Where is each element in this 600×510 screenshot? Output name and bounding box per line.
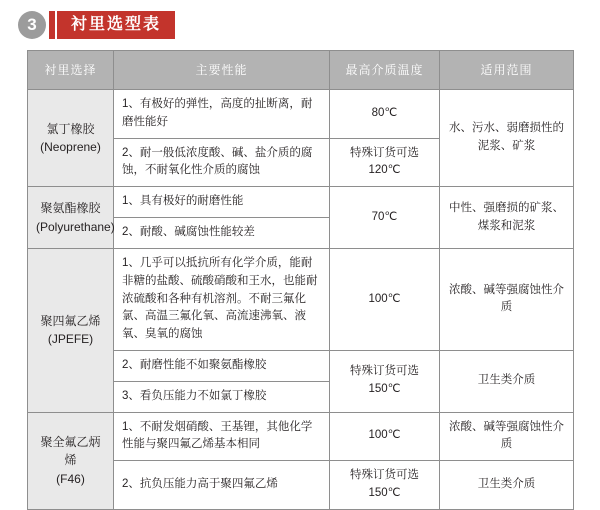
cell-performance: 1、具有极好的耐磨性能 [114, 187, 330, 218]
cell-performance: 2、耐酸、碱腐蚀性能较差 [114, 218, 330, 249]
table-body [28, 90, 574, 510]
table-row [28, 412, 574, 461]
cell-lining-category [28, 90, 114, 187]
column-header-performance: 主要性能 [114, 51, 330, 90]
cell-performance: 1、几乎可以抵抗所有化学介质，能耐非糖的盐酸、硫酸硝酸和王水，也能耐浓硫酸和各种有机溶剂。不耐三氟化氯、高温三氟化氧、高流速沸氧、液氧、臭氧的腐蚀 [114, 248, 330, 350]
category-name-en: (F46) [56, 471, 85, 486]
cell-scope: 卫生类介质 [440, 461, 574, 510]
cell-scope [440, 90, 574, 187]
scope-line-1: 浓酸、碱等强腐蚀性介 [449, 420, 564, 433]
cell-max-temp: 100℃ [330, 248, 440, 350]
scope-line-1: 中性、强磨损的矿浆、 [449, 201, 564, 214]
temp-line-1: 特殊订货可选 [350, 365, 419, 378]
cell-lining-category [28, 412, 114, 509]
cell-performance: 2、耐一般低浓度酸、碱、盐介质的腐蚀，不耐氧化性介质的腐蚀 [114, 138, 330, 187]
cell-max-temp: 100℃ [330, 412, 440, 461]
column-header-lining: 衬里选择 [28, 51, 114, 90]
scope-line-2: 质 [500, 301, 513, 314]
temp-line-2: 150℃ [368, 383, 401, 396]
table-row [28, 90, 574, 139]
category-name-cn: 聚全氟乙炳烯 [40, 434, 101, 468]
section-number-badge: 3 [18, 11, 46, 39]
scope-line-1: 浓酸、碱等强腐蚀性介 [449, 283, 564, 296]
cell-max-temp [330, 461, 440, 510]
table-header-row [28, 51, 574, 90]
category-name-cn: 聚氨酯橡胶 [40, 200, 101, 215]
lining-selection-table [27, 50, 574, 510]
cell-performance: 1、不耐发烟硝酸、王基锂，其他化学性能与聚四氟乙烯基本相同 [114, 412, 330, 461]
cell-performance: 1、有极好的弹性，高度的扯断离，耐磨性能好 [114, 90, 330, 139]
cell-max-temp: 80℃ [330, 90, 440, 139]
cell-lining-category [28, 187, 114, 249]
cell-max-temp [330, 138, 440, 187]
section-header [18, 8, 175, 42]
category-name-en: (Polyurethane) [36, 219, 115, 234]
temp-line-2: 120℃ [368, 164, 401, 177]
cell-performance: 3、看负压能力不如氯丁橡胶 [114, 381, 330, 412]
table-row [28, 187, 574, 218]
cell-performance: 2、抗负压能力高于聚四氟乙烯 [114, 461, 330, 510]
scope-line-1: 水、污水、弱磨损性的 [449, 122, 564, 135]
cell-lining-category [28, 248, 114, 412]
cell-scope [440, 412, 574, 461]
category-name-cn: 聚四氟乙烯 [40, 313, 101, 328]
cell-max-temp: 70℃ [330, 187, 440, 249]
table-row [28, 248, 574, 350]
column-header-scope: 适用范围 [440, 51, 574, 90]
cell-scope [440, 187, 574, 249]
scope-line-2: 泥浆、矿浆 [477, 140, 536, 153]
scope-line-2: 质 [500, 438, 513, 451]
temp-line-1: 特殊订货可选 [350, 469, 419, 482]
category-name-en: (JPEFE) [47, 332, 94, 347]
cell-max-temp [330, 350, 440, 412]
temp-line-2: 150℃ [368, 487, 401, 499]
page-title: 衬里选型表 [57, 11, 175, 40]
table-header [28, 51, 574, 90]
temp-line-1: 特殊订货可选 [350, 146, 419, 159]
scope-line-2: 煤浆和泥浆 [477, 219, 536, 232]
column-header-max-temp: 最高介质温度 [330, 51, 440, 90]
category-name-en: (Neoprene) [40, 140, 101, 155]
cell-performance: 2、耐磨性能不如聚氨酯橡胶 [114, 350, 330, 381]
cell-scope: 卫生类介质 [440, 350, 574, 412]
cell-scope [440, 248, 574, 350]
category-name-cn: 氯丁橡胶 [46, 121, 95, 136]
